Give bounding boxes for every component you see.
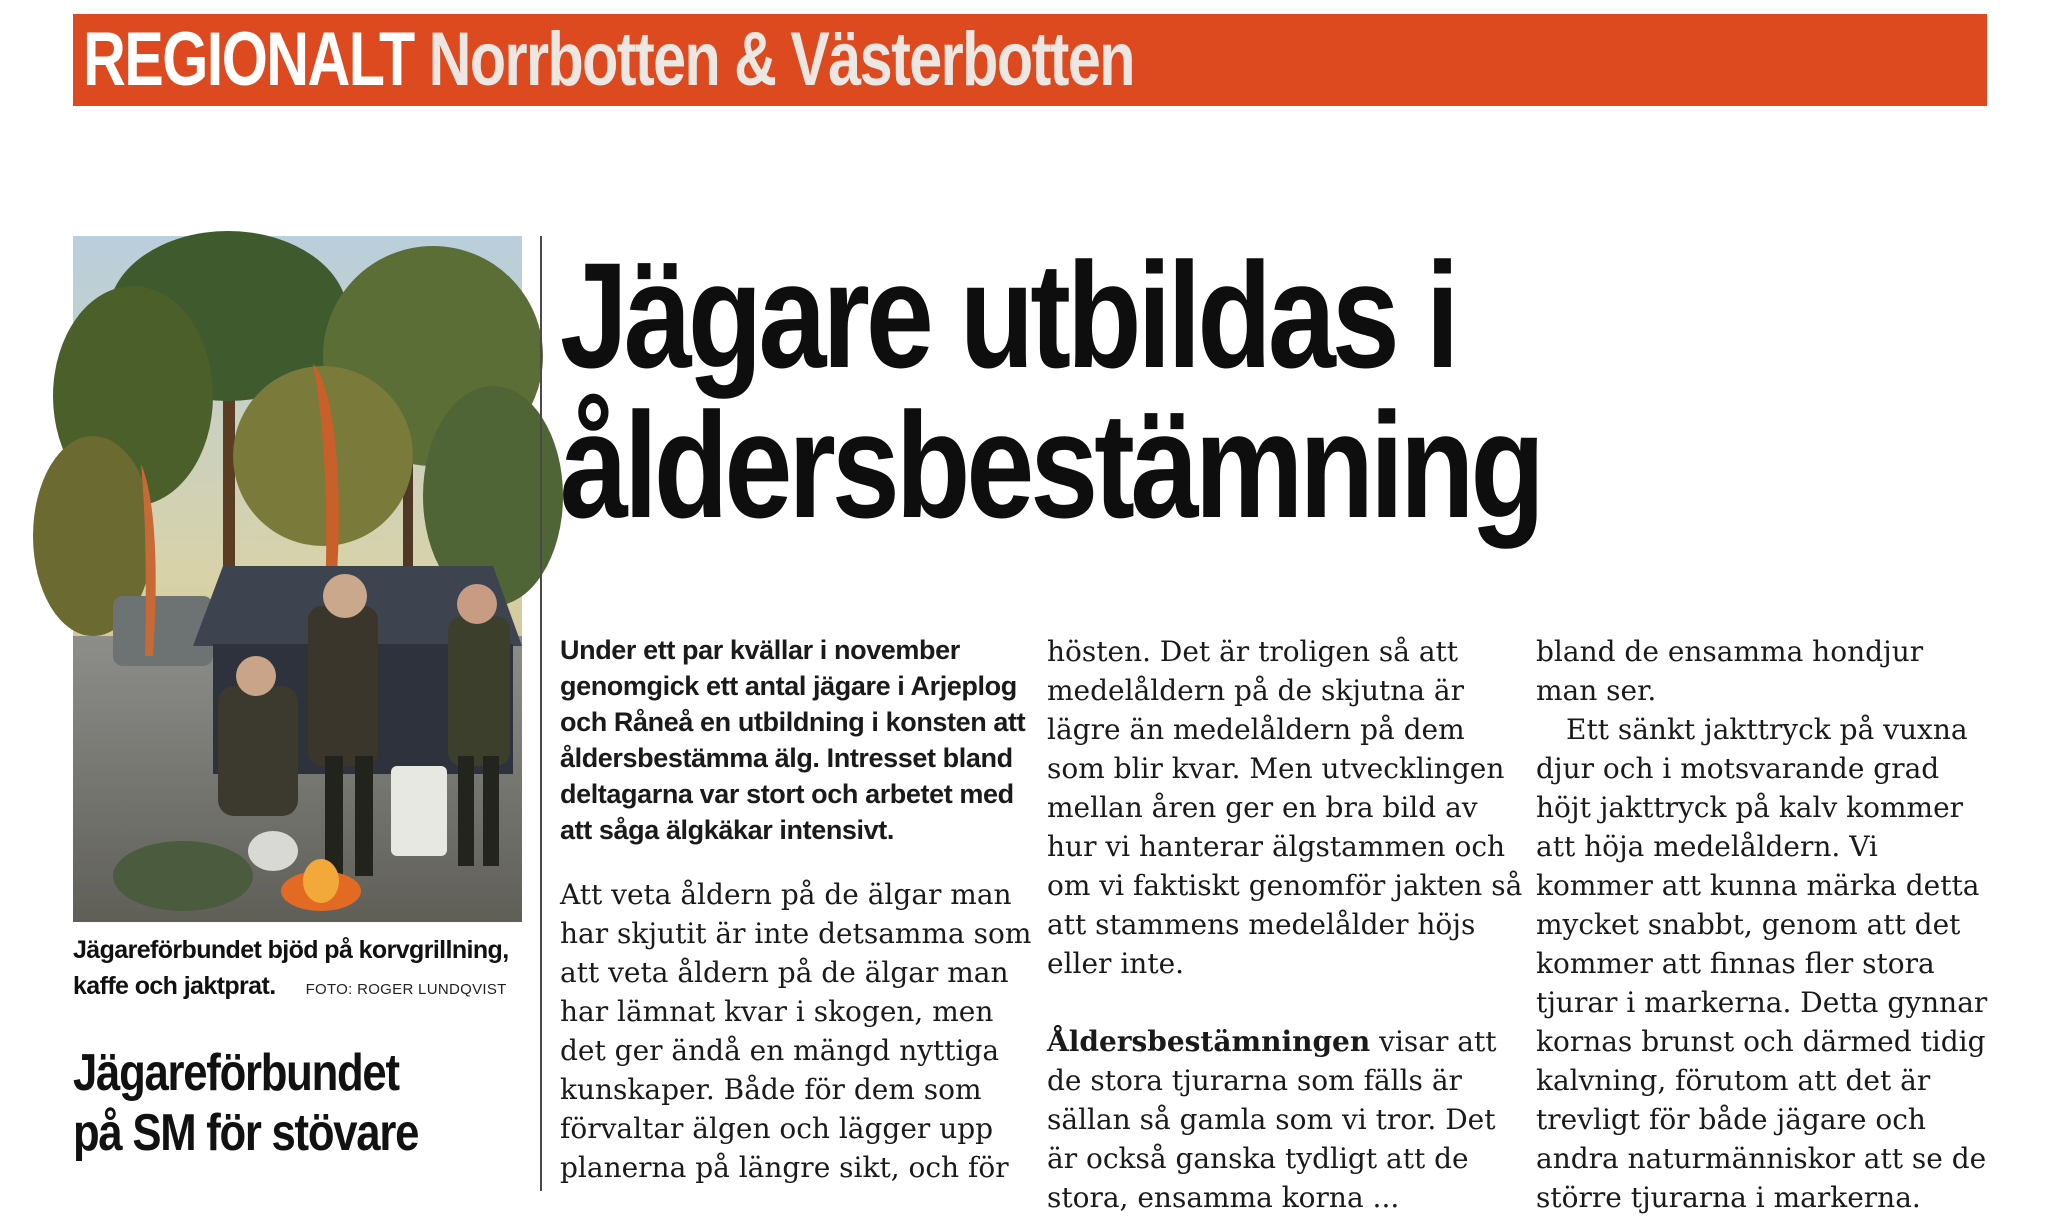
article-lead: Under ett par kvällar i november genomgick ett antal jägare i Arjeplog och Råneå en utbildning i konsten att åldersbestämma älg. Intresset bland deltagarna var stort och arbetet med att såga älgkäkar intensivt. [560,635,1026,845]
side-headline-line-2: på SM för stövare [73,1104,419,1162]
article-body-1: Att veta åldern på de älgar man har skjutit är inte detsamma som att veta åldern på de älgar man har lämnat kvar i skogen, men det ger ändå en mängd nyttiga kunskaper. Både för dem som förvaltar älgen och lägger upp planerna på längre sikt, och för [560,878,1032,1184]
headline-line-1: Jägare utbildas i [560,231,1456,399]
article-body-3 [1047,1022,1525,1217]
article-column-2 [1047,632,1525,1214]
side-headline-line-1: Jägareförbundet [73,1044,399,1102]
article-body-5: Ett sänkt jakttryck på vuxna djur och i motsvarande grad höjt jakttryck på kalv kommer att höja medelåldern. Vi kommer att kunna märka detta mycket snabbt, genom att det kommer att finnas fler stora tjurar i markerna. Detta gynnar kornas brunst och därmed tidig kalvning, förutom att det är trevligt för både jägare och andra naturmänniskor att se de större tjurarna i markerna. [1536,713,1988,1214]
article-column-1 [560,632,1038,1192]
banner-title [83,18,1134,102]
article-body-4: bland de ensamma hondjur man ser. [1536,635,1924,707]
banner-region-label: Norrbotten & Västerbotten [428,17,1134,102]
run-in-heading: Åldersbestämningen [1047,1025,1371,1058]
column-divider [540,236,542,1191]
article-photo [73,236,522,922]
article-column-3 [1536,632,1988,1214]
banner-section-label: REGIONALT [83,17,414,102]
photo-credit: FOTO: ROGER LUNDQVIST [305,981,507,998]
photo-caption [73,932,533,1008]
side-article-headline [73,1043,543,1163]
section-banner [73,14,1987,106]
headline-line-2: åldersbestämning [560,381,1542,549]
article-headline [560,231,1980,549]
article-body-2: hösten. Det är troligen så att medelåldern på de skjutna är lägre än medelåldern på dem som blir kvar. Men utvecklingen mellan åren ger en bra bild av hur vi hanterar älgstammen och om vi faktiskt genomför jakten så att stammens medelålder höjs eller inte. [1047,635,1523,980]
article-body-3-text: visar att de stora tjurarna som fälls är sällan så gamla som vi tror. Det är också ganska tydligt att de stora, ensamma korna ... [1047,1025,1497,1214]
caption-text: Jägareförbundet bjöd på korvgrillning, kaffe och jaktprat. [73,936,509,1000]
